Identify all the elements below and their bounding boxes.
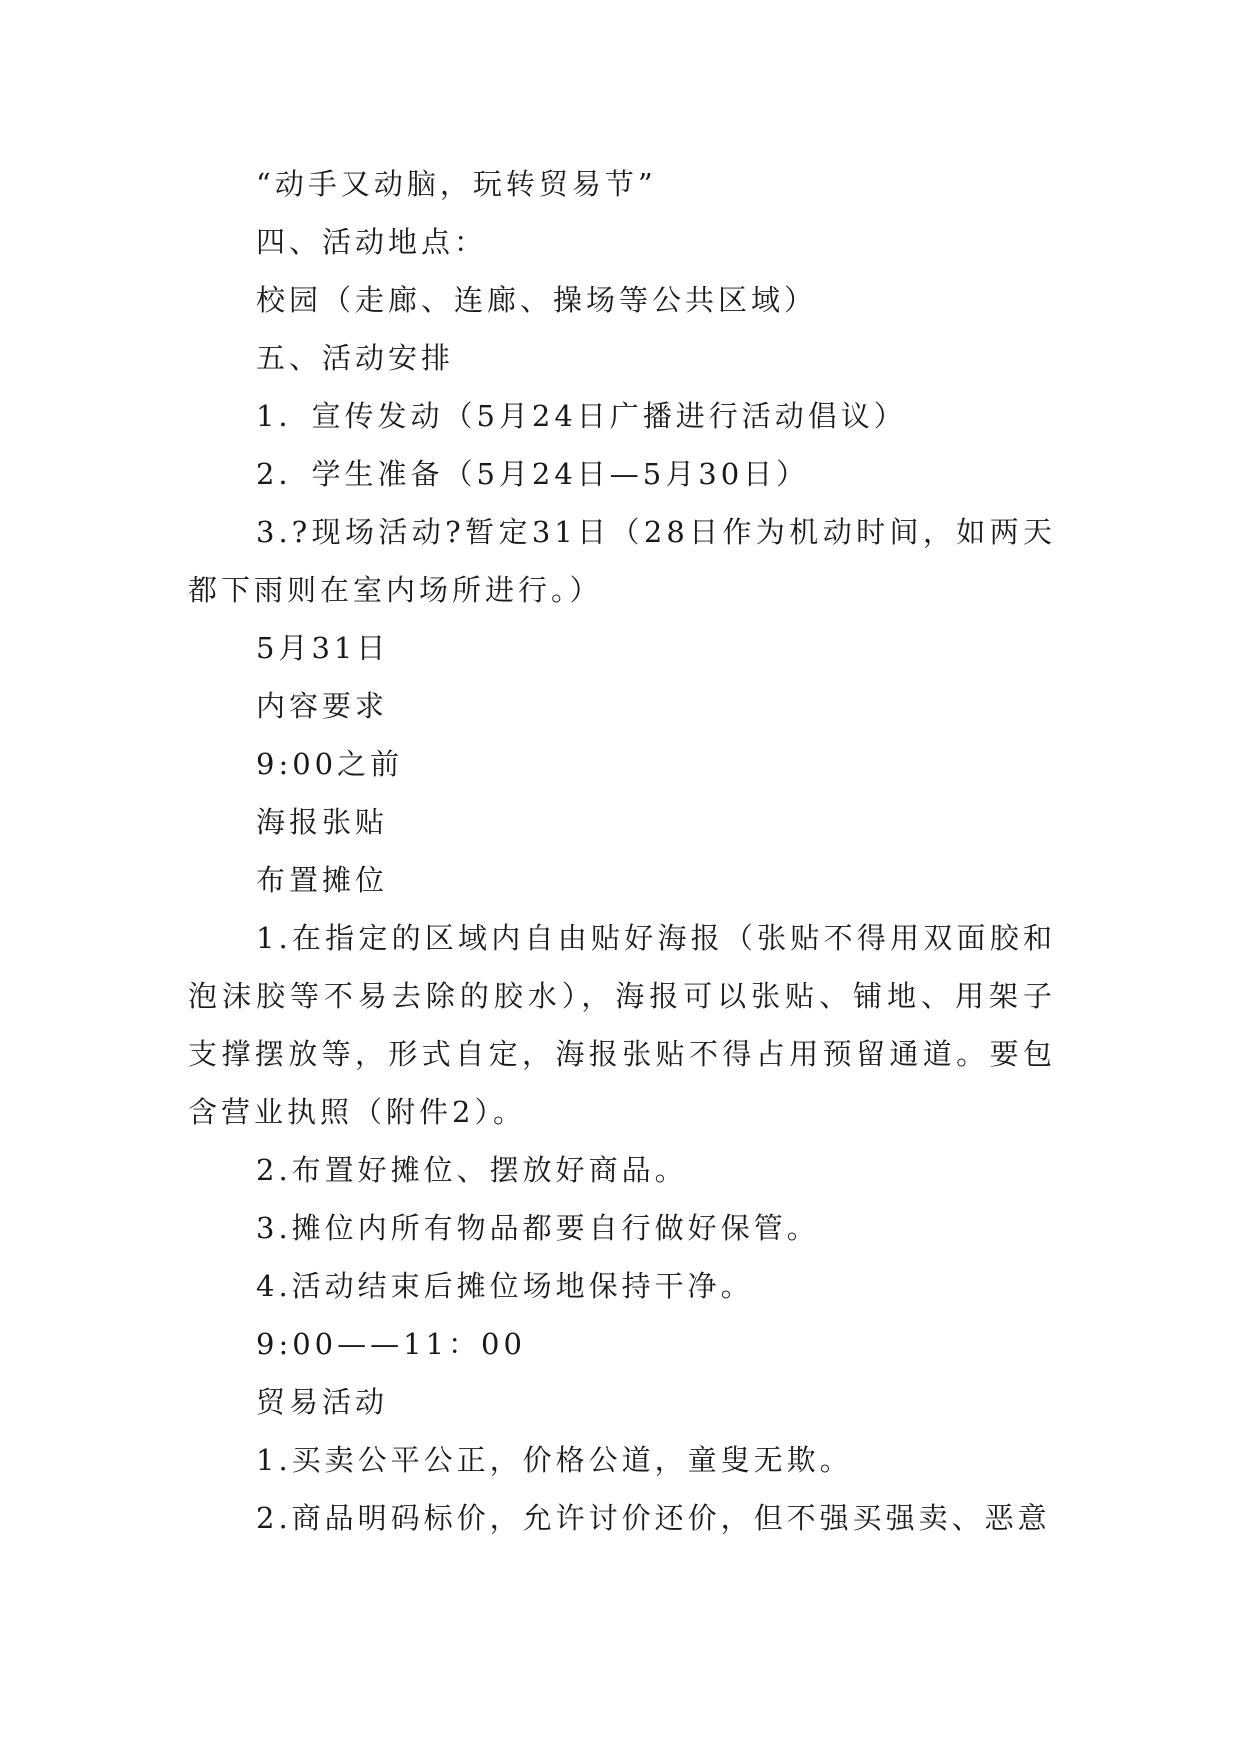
list-item-fair-trade: 1.买卖公平公正，价格公道，童叟无欺。 bbox=[256, 1443, 853, 1477]
paragraph-slogan: “动手又动脑，玩转贸易节” bbox=[256, 167, 657, 201]
list-item-price-tags: 2.商品明码标价，允许讨价还价，但不强买强卖、恶意 bbox=[256, 1501, 1051, 1535]
list-item-arrange-booth: 2.布置好摊位、摆放好商品。 bbox=[256, 1153, 688, 1187]
list-item-preparation: 2．学生准备（5月24日—5月30日） bbox=[256, 457, 810, 491]
list-item-poster-rules: 1.在指定的区域内自由贴好海报（张贴不得用双面胶和泡沫胶等不易去除的胶水），海报可以张贴、铺地、用架子支撑摆放等，形式自定，海报张贴不得占用预留通道。要包含营业执照（附件2）。 bbox=[188, 921, 1056, 1129]
paragraph-location: 校园（走廊、连廊、操场等公共区域） bbox=[256, 283, 818, 317]
section-heading-schedule: 五、活动安排 bbox=[256, 341, 455, 375]
paragraph-date: 5月31日 bbox=[256, 631, 390, 665]
paragraph-booth-setup: 布置摊位 bbox=[256, 863, 389, 897]
paragraph-poster-posting: 海报张贴 bbox=[256, 805, 389, 839]
paragraph-content-requirements: 内容要求 bbox=[256, 689, 389, 723]
list-item-keep-belongings: 3.摊位内所有物品都要自行做好保管。 bbox=[256, 1211, 820, 1245]
list-item-onsite-activity: 3.?现场活动?暂定31日（28日作为机动时间，如两天都下雨则在室内场所进行。） bbox=[188, 515, 1056, 607]
paragraph-time-before-9: 9:00之前 bbox=[256, 747, 404, 781]
list-item-keep-clean: 4.活动结束后摊位场地保持干净。 bbox=[256, 1269, 754, 1303]
document-page bbox=[188, 155, 1056, 1547]
paragraph-time-9-11: 9:00——11：00 bbox=[256, 1327, 526, 1361]
paragraph-trade-activity: 贸易活动 bbox=[256, 1385, 389, 1419]
list-item-publicity: 1．宣传发动（5月24日广播进行活动倡议） bbox=[256, 399, 907, 433]
section-heading-location: 四、活动地点： bbox=[256, 225, 488, 259]
